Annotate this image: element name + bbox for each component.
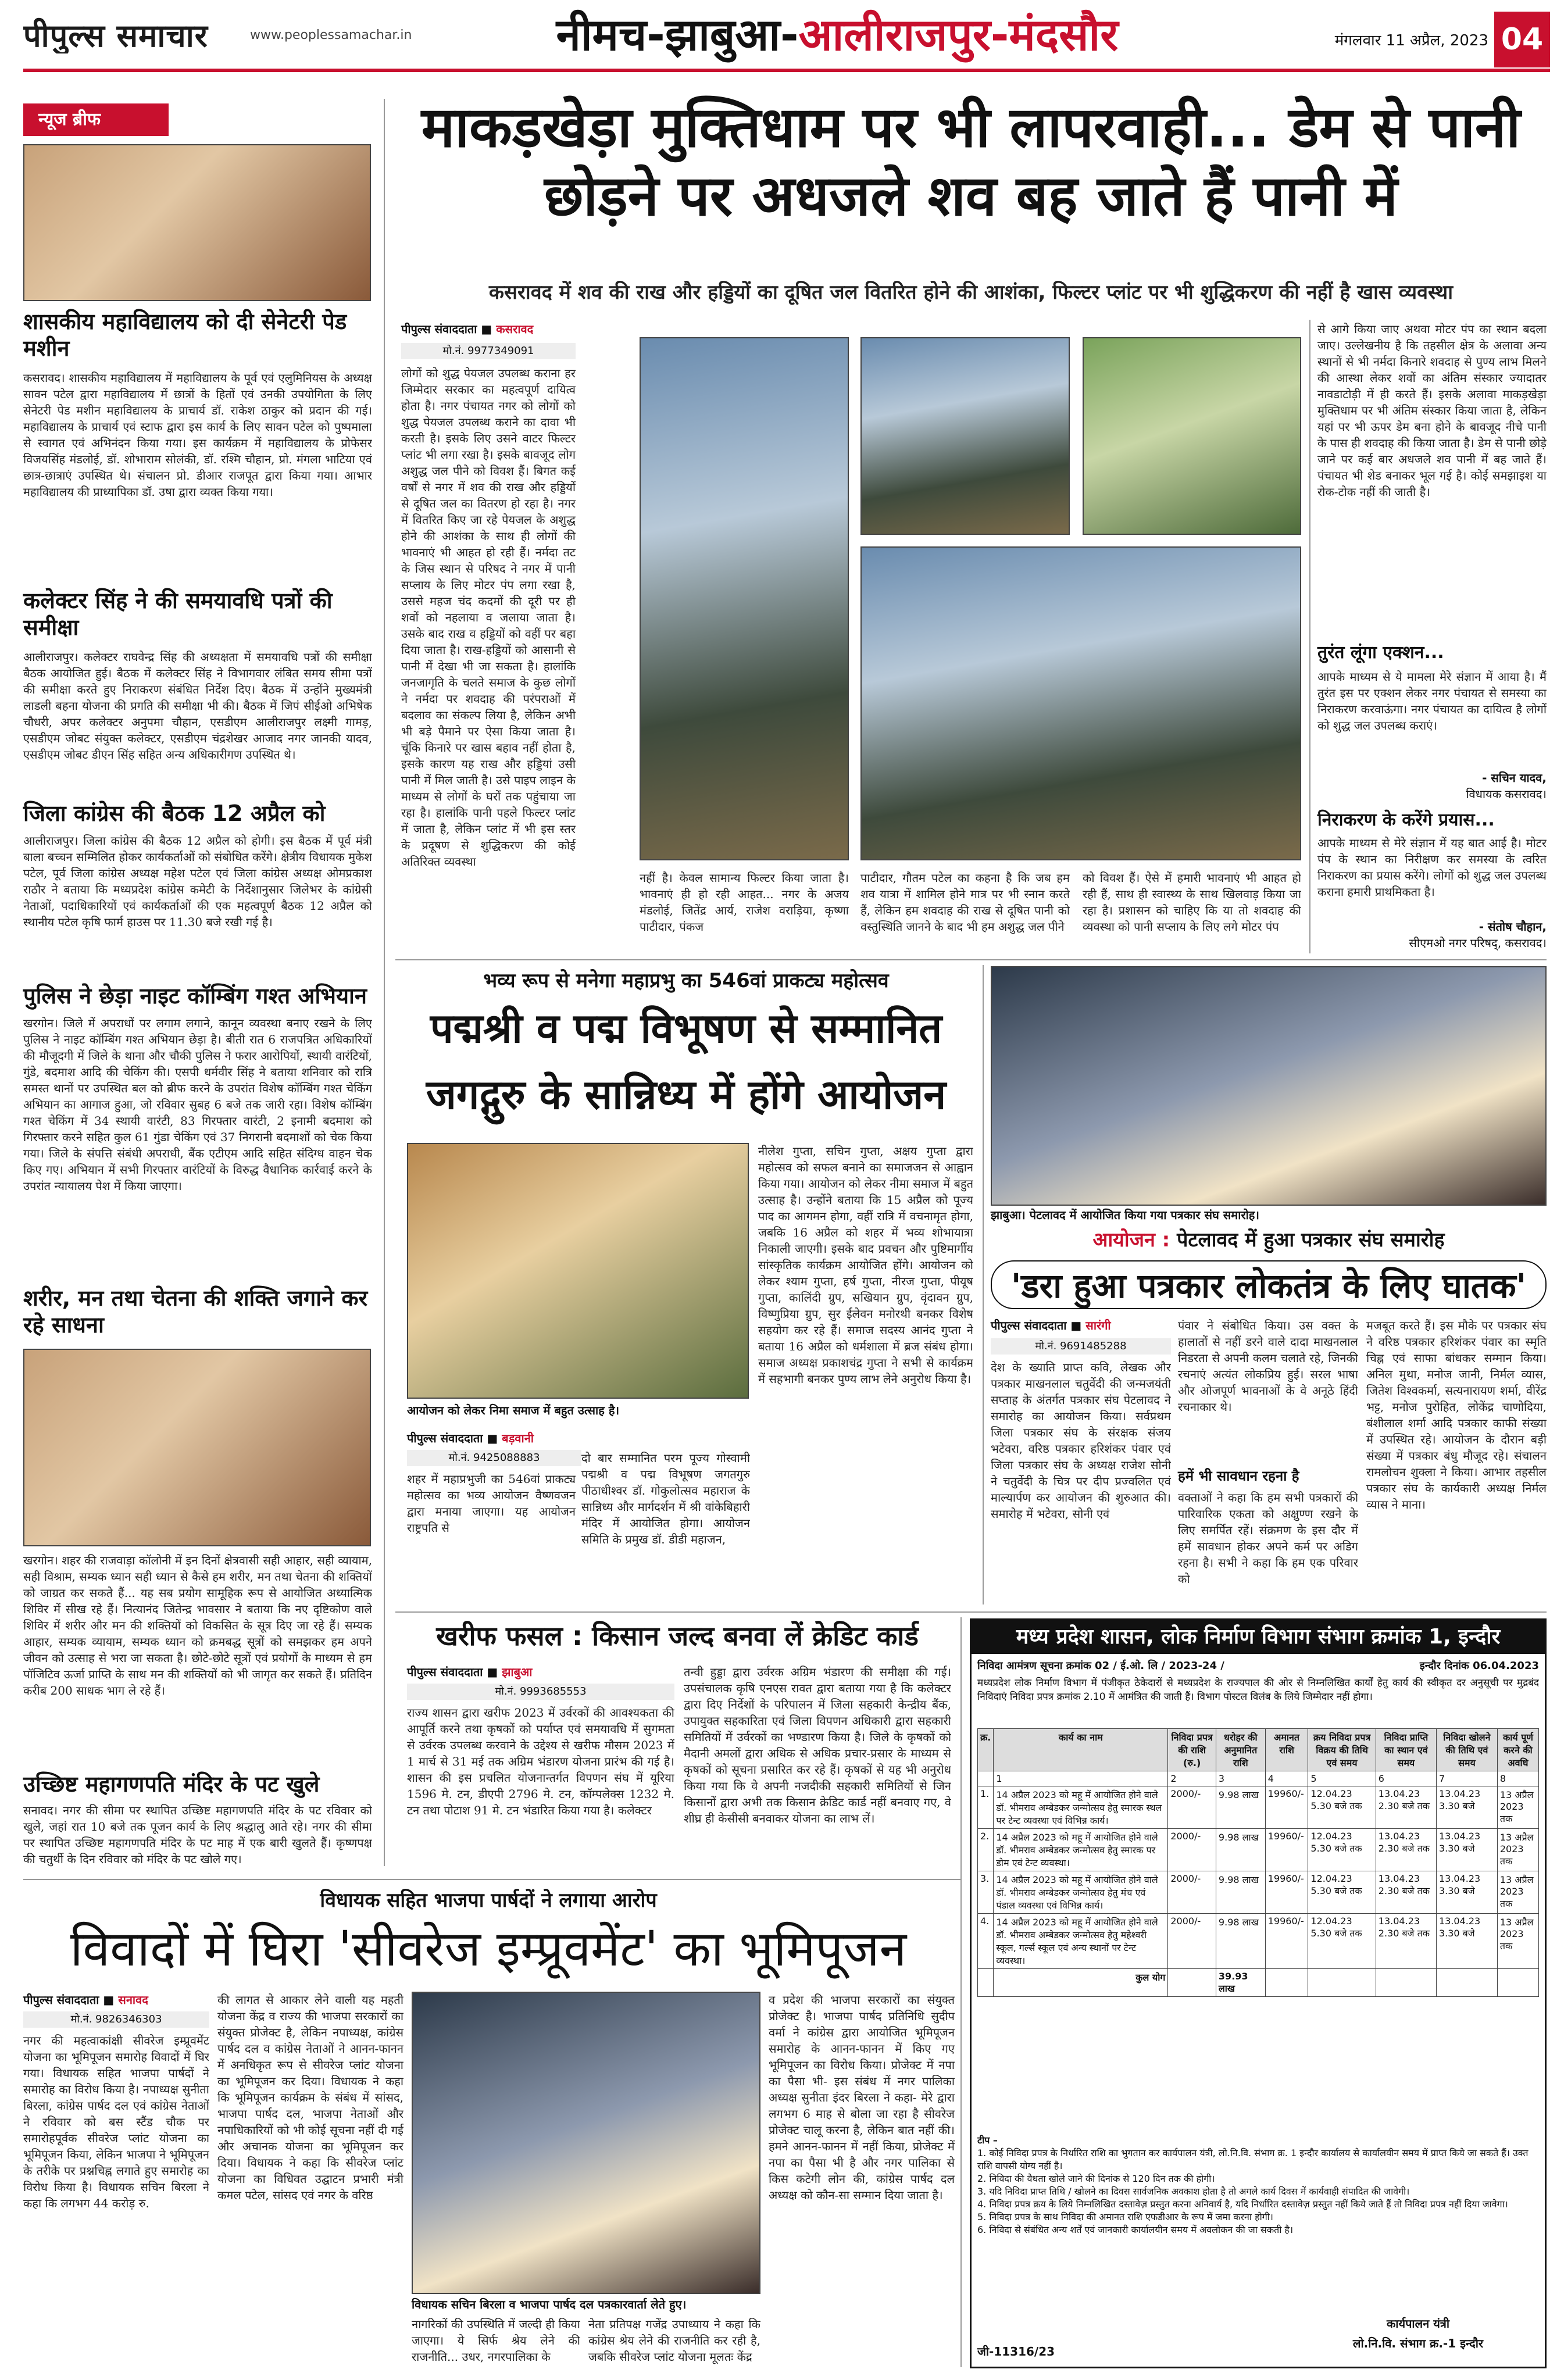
jagadguru-headline: पद्मश्री व पद्म विभूषण से सम्मानित जगद्गुरु के सान्निध्य में होंगे आयोजन [426,1005,947,1118]
brief-1-headline: शासकीय महाविद्यालय को दी सेनेटरी पेड मशीन [23,309,347,361]
title-black: नीमच-झाबुआ- [556,9,799,60]
tender-notice-no: निविदा आमंत्रण सूचना क्रमांक 02 / ई.ओ. लि / 2023-24 / [977,1660,1224,1672]
brief-2-text: आलीराजपुर। कलेक्टर राघवेन्द्र सिंह की अध्यक्षता में समयावधि पत्रों की समीक्षा बैठक आयोजित हुई। बैठक में कलेक्टर सिंह ने विभागवार लंबित समय सीमा पत्रों की समीक्षा करते हुए निराकरण संबंधित निर्देश दिए। बैठक में उन्होंने मुख्यमंत्री लाडली बहना योजना की प्रगति की समीक्षा भी की। बैठक में जिपं सीईओ अभिषेक चौधरी, अपर कलेक्टर अनुपमा चौहान, एसडीएम आलीराजपुर लक्ष्मी गामड़, एसडीएम जोबट संयुक्त कलेक्टर, एसडीएम चंद्रशेखर आजाद नगर जानकी यादव, एसडीएम जोबट डीएन सिंह सहित अन्य अधिकारीगण उपस्थित थे। [23,650,372,762]
lead-col-4: को विवश हैं। ऐसे में हमारी भावनाएं भी आहत हो रही हैं, साथ ही स्वास्थ्य के साथ खिलवाड़ किया जा रहा है। प्रशासन को चाहिए कि या तो शवदाह की व्यवस्था को पानी सप्लाय के लिए लगे मोटर पंप [1083,871,1301,934]
tender-header-row [978,1729,1539,1771]
th-work: कार्य का नाम [994,1729,1168,1771]
jagadguru-photo-caption: आयोजन को लेकर निमा समाज में बहुत उत्साह है। [407,1402,749,1418]
sewerage-col-3: नागरिकों की उपस्थिति में जल्दी ही किया जाएगा। ये सिर्फ श्रेय लेने की राजनीति... उधर, नगरपालिका के [412,2317,580,2364]
patrakar-photo [991,966,1547,1206]
sewerage-mobile: मो.नं. 9826346303 [23,2011,209,2028]
th-receive: निविदा प्राप्ति का स्थान एवं समय [1376,1729,1436,1771]
sewerage-photo [412,1992,760,2294]
patrakar-col-3: मजबूत करते हैं। इस मौके पर पत्रकार संघ ने वरिष्ठ पत्रकार हरिशंकर पंवार का स्मृति चिह्न एवं साफा बांधकर सम्मान किया। अनिल मुथा, मनोज जानी, निर्मल व्यास, जितेश विश्वकर्मा, सत्यनारायण शर्मा, वीरेंद्र भट्ट, मनोज पुरोहित, लोकेंद्र चाणोदिया, बंशीलाल शर्मा आदि पत्रकार काफी संख्या में उपस्थित रहे। आयोजन के दौरान बड़ी संख्या में पत्रकार बंधु मौजूद रहे। संचालन रामलोचन शुक्ला ने किया। आभार तहसील पत्रकार संघ के कार्यकारी अध्यक्ष निर्मल व्यास ने माना। [1366,1318,1547,1511]
patrakar-byline: पीपुल्स संवाददाता ■ सारंगी [991,1318,1111,1332]
lead-quote-2-by: - संतोष चौहान, [1479,920,1547,934]
news-brief-tag: न्यूज ब्रीफ [23,103,169,136]
sewerage-col-2: की लागत से आकार लेने वाली यह महती योजना केंद्र व राज्य की भाजपा सरकारों का संयुक्त प्रोजेक्ट है, लेकिन नपाध्यक्ष, कांग्रेस पार्षद दल व कांग्रेस नेताओं ने आनन-फानन में अनधिकृत रूप से सीवरेज प्लांट योजना का भूमिपूजन कर दिया। विधायक ने कहा कि भूमिपूजन कार्यक्रम के संबंध में सांसद, भाजपा पार्षद दल, भाजपा नेताओं और नपाधिकारियों को भी कोई सूचना नहीं दी गई और अचानक योजना का भूमिपूजन कर दिया। विधायक ने कहा कि सीवरेज प्लांट योजना का विधिवत उद्घाटन प्रभारी मंत्री कमल पटेल, सांसद एवं नगर के वरिष्ठ [217,1993,403,2202]
patrakar-mobile: मो.नं. 9691485288 [991,1338,1171,1355]
th-sn: क्र. [978,1729,994,1771]
jagadguru-col-1: शहर में महाप्रभुजी का 546वां प्राकट्य महोत्सव का भव्य आयोजन वैष्णवजन द्वारा मनाया जाएगा। यह आयोजन राष्ट्रपति से [407,1472,576,1535]
lead-quote-2: आपके माध्यम से मेरे संज्ञान में यह बात आई है। मोटर पंप के स्थान का निरीक्षण कर समस्या के त्वरित निराकरण का प्रयास करेंगे। लोगों को शुद्ध जल उपलब्ध कराना हमारी प्राथमिकता है। [1317,836,1547,899]
lead-photo-dam-bank [860,337,1070,535]
brief-6-headline: उच्छिष्ट महागणपति मंदिर के पट खुले [23,1771,320,1797]
brief-photo-yoga [23,1349,371,1546]
lead-col-3: पाटीदार, गौतम पटेल का कहना है कि जब हम शव यात्रा में शामिल होने मात्र पर भी स्नान करते हैं, लेकिन हम शवदाह की राख से दूषित पानी को वस्तुस्थिति जानने के बाद भी हम अशुद्ध जल पीने [860,871,1070,934]
lead-mobile: मो.नं. 9977349091 [401,343,576,359]
patrakar-photo-caption: झाबुआ। पेटलावद में आयोजित किया गया पत्रकार संघ समारोह। [991,1207,1547,1223]
lead-photo-pump-tower [640,337,849,860]
table-row: 1. 14 अप्रैल 2023 को महू में आयोजित होने वाले डॉ. भीमराव अम्बेडकर जन्मोत्सव हेतु स्मारक स्थल पर टेन्ट व्यवस्था एवं विभिन्न कार्य। 2000/- 9.98 लाख 19960/- 12.04.23 5.30 बजे तक 13.04.23 2.30 बजे तक 13.04.23 3.30 बजे 13 अप्रैल 2023 तक [978,1786,1539,1829]
kharif-byline: पीपुल्स संवाददाता ■ झाबुआ [407,1665,533,1679]
brief-4-text: खरगोन। जिले में अपराधों पर लगाम लगाने, कानून व्यवस्था बनाए रखने के लिए पुलिस ने नाइट कॉम्बिंग गश्त अभियान छेड़ा है। बीती रात 6 राजपत्रित अधिकारियों की मौजूदगी में जिले के थाना और चौकी पुलिस ने फरार आरोपियों, स्थायी वारंटियों, गुंडे, बदमाश आदि की चेकिंग की। एसपी धर्मवीर सिंह ने बताया शनिवार को रात्रि समस्त थानों पर उपस्थित बल को ब्रीफ करने के उपरांत विशेष कॉम्बिंग गश्त चेकिंग अभियान का आगाज हुआ, जो रविवार सुबह 6 बजे तक जारी रहा। विशेष कॉम्बिंग गश्त चेकिंग में 34 स्थायी वारंटी, 83 गिरफ्तार वारंटी, 2 इनामी बदमाश को गिरफ्तार करने सहित कुल 61 गुंडा चेकिंग एवं 37 निगरानी बदमाशों को चेक किया गया। जिले के संपत्ति संबंधी अपराधी, बैंक एटीएम आदि सहित संदिग्ध वाहन चेक किए गए। अभियान में सभी गिरफ्तार वारंटियों के विरुद्ध वैधानिक कार्रवाई करने के उपरांत न्यायालय पेश में किया जाएगा। [23,1016,372,1193]
brief-4-headline: पुलिस ने छेड़ा नाइट कॉम्बिंग गश्त अभियान [23,983,367,1009]
issue-date: मंगलवार 11 अप्रैल, 2023 [1334,32,1488,49]
kharif-headline: खरीफ फसल : किसान जल्द बनवा लें क्रेडिट कार्ड [436,1620,919,1652]
sewerage-kicker: विधायक सहित भाजपा पार्षदों ने लगाया आरोप [320,1889,657,1912]
tender-sign-office: लो.नि.वि. संभाग क्र.-1 इन्दौर [1352,2336,1484,2350]
lead-quote-2-role: सीएमओ नगर परिषद्, कसरावद। [1409,936,1547,950]
masthead-url[interactable]: www.peoplessamachar.in [250,28,412,42]
th-fee: निविदा प्रपत्र की राशि (रु.) [1168,1729,1216,1771]
sewerage-location: सनावद [118,1993,148,2007]
th-amount: धरोहर की अनुमानित राशि [1216,1729,1265,1771]
th-earnest: अमानत राशि [1265,1729,1308,1771]
table-row: 2. 14 अप्रैल 2023 को महू में आयोजित होने वाले डॉ. भीमराव अम्बेडकर जन्मोत्सव हेतु स्मारक पर डोम एवं टेन्ट व्यवस्था। 2000/- 9.98 लाख 19960/- 12.04.23 5.30 बजे तक 13.04.23 2.30 बजे तक 13.04.23 3.30 बजे 13 अप्रैल 2023 तक [978,1829,1539,1871]
brief-1-text: कसरावद। शासकीय महाविद्यालय में महाविद्यालय के पूर्व एवं एलुमिनियस के अध्यक्ष सावन पटेल द्वारा महाविद्यालय में छात्रों के हितों एवं उनकी उपयोगिता के लिए सेनेटरी पेड मशीन महाविद्यालय के प्राचार्य डॉ. राकेश ठाकुर को प्रदान की गई। महाविद्यालय के प्राचार्य एवं स्टाफ द्वारा इस कार्य के लिए सावन पटेल को पुष्पमाला से स्वागत एवं अभिनंदन किया गया। इस कार्यक्रम में महाविद्यालय के प्रोफेसर विजयसिंह मंडलोई, डॉ. शोभाराम सोलंकी, डॉ. रश्मि चौहान, प्रो. मंगला भाटिया एवं छात्र-छात्राएं उपस्थित थे। संचालन प्रो. डीआर राजपूत द्वारा किया गया। आभार महाविद्यालय की प्राध्यापिका डॉ. उषा द्वारा व्यक्त किया गया। [23,371,372,499]
brief-5-text: खरगोन। शहर की राजवाड़ा कॉलोनी में इन दिनों क्षेत्रवासी सही आहार, सही व्यायाम, सही विश्राम, सम्यक ध्यान सही ध्यान से कैसे हम शरीर, मन तथा चेतना की शक्तियों को जाग्रत कर सकते हैं... यह सब प्रयोग सामूहिक रूप से आयोजित अध्यात्मिक शिविर में सीख रहे हैं। नित्यानंद जितेन्द्र भावसार ने बताया कि नए दृष्टिकोण वाले शिविर में शरीर और मन की शक्तियों को विकसित के सूत्र दिए जा रहे हैं। सम्यक आहार, सम्यक व्यायाम, सम्यक ध्यान को क्रमबद्ध सूत्रों को समझकर हम अपने जीवन को उत्साह से भरा जा सकता है। छोटे-छोटे सूत्रों एवं प्रयोगों के माध्यम से हम पॉजिटिव ऊर्जा प्राप्ति के साथ मन की शक्तियों को भी जागृत कर सकते हैं। प्रतिदिन करीब 200 साधक भाग ले रहे हैं। [23,1553,372,1698]
jagadguru-photo [407,1143,749,1399]
tender-notes: टीप – 1. कोई निविदा प्रपत्र के निर्धारित राशि का भुगतान कर कार्यपालन यंत्री, लो.नि.वि. संभाग क्र. 1 इन्दौर कार्यालय से कार्यालयीन समय में प्राप्त किये जा सकते हैं। उक्त राशि वापसी योग्य नहीं है। 2. निविदा की वैधता खोले जाने की दिनांक से 120 दिन तक की होगी। 3. यदि निविदा प्राप्त तिथि / खोलने का दिवस सार्वजनिक अवकाश होता है तो अगले कार्य दिवस में कार्यवाही संपादित की जावेगी। 4. निविदा प्रपत्र क्रय के लिये निम्नलिखित दस्तावेज़ प्रस्तुत करना अनिवार्य है, यदि निर्धारित दस्तावेज़ प्रस्तुत नहीं किये जाते हैं तो निविदा प्रपत्र नहीं दिया जावेगा। 5. निविदा प्रपत्र के साथ निविदा की अमानत राशि एफडीआर के रूप में जमा करना होगी। 6. निविदा से संबंधित अन्य शर्तें एवं जानकारी कार्यालयीन समय में अवलोकन की जा सकती है। [977,2135,1529,2235]
patrakar-col-2: पंवार ने संबोधित किया। उस वक्त के हालातों से नहीं डरने वाले दादा माखनलाल निडरता से अपनी कलम चलाते रहे, जिनकी रचनाएं अत्यंत लोकप्रिय हुई। सरल भाषा और ओजपूर्ण भावनाओं के वे अनूठे हिंदी रचनाकार थे। [1178,1318,1358,1414]
lead-col-5: से आगे किया जाए अथवा मोटर पंप का स्थान बदला जाए। उल्लेखनीय है कि तहसील क्षेत्र के अलावा अन्य स्थानों से भी नर्मदा किनारे शवदाह से पुण्य लाभ मिलने की आस्था लेकर शवों का अंतिम संस्कार ज्यादातर नावडाटोड़ी में ही करते हैं। इसके अलावा माकड़खेड़ा मुक्तिधाम पर भी अंतिम संस्कार किया जाता है, लेकिन यहां पर भी ऊपर डेम बना होने के बावजूद नीचे पानी के पास ही शवदाह की किया जाता है। डेम से पानी छोड़े जाने पर कई बार अधजले शव पानी में बह जाते हैं। पंचायत भी शेड बनाकर भूल गई है। कोई समझाइश या रोक-टोक नहीं की जाती है। [1317,322,1547,499]
lead-photo-ash-water [860,546,1301,860]
page-number: 04 [1494,12,1550,67]
column-divider [1309,320,1310,953]
lead-deck: कसरावद में शव की राख और हड्डियों का दूषित जल वितरित होने की आशंका, फिल्टर प्लांट पर भी शुद्धिकरण की नहीं है खास व्यवस्था [488,281,1454,304]
tender-table [977,1728,1539,1997]
tender-ref: जी-11316/23 [977,2345,1055,2358]
patrakar-location: सारंगी [1085,1318,1111,1332]
jagadguru-kicker: भव्य रूप से मनेगा महाप्रभु का 546वां प्राकट्य महोत्सव [483,969,889,992]
lead-location: कसरावद [496,322,534,336]
tender-table-wrap [977,1728,1539,2129]
masthead-logo: पीपुल्स समाचार [23,17,208,53]
patrakar-col-2b: वक्ताओं ने कहा कि हम सभी पत्रकारों की पारिवारिक एकता को अक्षुण्ण रखने के लिए समर्पित रहें। संक्रमण के इस दौर में हमें सावधान होकर अपने कर्म पर अडिग रहना है। सभी ने कहा कि हम एक परिवार को [1178,1491,1358,1586]
lead-photo-riverside [1083,337,1301,535]
lead-subhead-2: निराकरण के करेंगे प्रयास... [1317,810,1495,830]
patrakar-col-1: देश के ख्याति प्राप्त कवि, लेखक और पत्रकार माखनलाल चतुर्वेदी की जन्मजयंती सप्ताह के अंतर्गत पत्रकार संघ पेटलावद ने समारोह का आयोजन किया। सर्वप्रथम जिला पत्रकार संघ के संरक्षक संजय भटेवरा, वरिष्ठ पत्रकार हरिशंकर पंवार एवं जिला पत्रकार संघ के अध्यक्ष राजेश सोनी ने चतुर्वेदी के चित्र पर दीप प्रज्वलित एवं माल्यार्पण कर आयोजन की शुरुआत की। समारोह में भटेवरा, सोनी एवं [991,1360,1171,1521]
th-period: कार्य पूर्ण करने की अवधि [1497,1729,1538,1771]
sewerage-photo-caption: विधायक सचिन बिरला व भाजपा पार्षद दल पत्रकारवार्ता लेते हुए। [412,2296,760,2313]
sewerage-byline: पीपुल्स संवाददाता ■ सनावद [23,1993,148,2007]
lead-quote-1-role: विधायक कसरावद। [1466,787,1547,801]
section-divider [23,1879,960,1880]
patrakar-kicker [991,1225,1547,1255]
tender-num-row: 1 2 3 4 5 6 7 8 [978,1771,1539,1786]
sewerage-col-5: व प्रदेश की भाजपा सरकारों का संयुक्त प्रोजेक्ट है। भाजपा पार्षद प्रतिनिधि सुदीप वर्मा ने कांग्रेस द्वारा आयोजित भूमिपूजन समारोह के आनन-फानन में किए गए भूमिपूजन का विरोध किया। प्रोजेक्ट में नपा का पैसा भी- इस संबंध में नगर पालिका अध्यक्ष सुनीता इंदर बिरला ने कहा- मेरे द्वारा लगभग 6 माह से बोला जा रहा है सीवरेज प्रोजेक्ट चालू करना है, लेकिन बात नहीं की। हमने आनन-फानन में नहीं किया, प्रोजेक्ट में नपा का पैसा भी है और नगर पालिका से किस कटेगी लोन की, कांग्रेस पार्षद दल अध्यक्ष को कौन-सा सम्मान दिया जाता है। [769,1993,955,2202]
table-row: 4. 14 अप्रैल 2023 को महू में आयोजित होने वाले डॉ. भीमराव अम्बेडकर जन्मोत्सव हेतु महेश्वरी स्कूल, गर्ल्स स्कूल एवं अन्य स्थानों पर टेन्ट व्यवस्था। 2000/- 9.98 लाख 19960/- 12.04.23 5.30 बजे तक 13.04.23 2.30 बजे तक 13.04.23 3.30 बजे 13 अप्रैल 2023 तक [978,1914,1539,1969]
kharif-col-1: राज्य शासन द्वारा खरीफ 2023 में उर्वरकों की आवश्यकता की आपूर्ति करने तथा कृषकों को पर्याप्त एवं समयावधि में सुगमता से उर्वरक उपलब्ध करवाने के उद्देश्य से खरीफ मौसम 2023 में 1 मार्च से 31 मई तक अग्रिम भंडारण योजना प्रारंभ की गई है। शासन की इस प्रचलित योजनान्तर्गत विपणन संघ में यूरिया 1596 मे. टन, डीएपी 2796 मे. टन, कॉम्पलेक्स 1232 मे. टन तथा पोटाश 91 मे. टन भंडारित किया गया है। कलेक्टर [407,1706,674,1817]
kharif-location: झाबुआ [502,1665,533,1679]
column-divider [983,965,984,1604]
lead-quote-1: आपके माध्यम से ये मामला मेरे संज्ञान में आया है। मैं तुरंत इस पर एक्शन लेकर नगर पंचायत से समस्या का निराकरण करवाऊंगा। नगर पंचायत का दायित्व है लोगों को शुद्ध जल उपलब्ध कराएं। [1317,670,1547,732]
lead-subhead-1: तुरंत लूंगा एक्शन... [1317,642,1444,663]
brief-photo-college [23,144,371,301]
title-red: आलीराजपुर-मंदसौर [798,9,1119,60]
brief-6-text: सनावद। नगर की सीमा पर स्थापित उच्छिष्ट महागणपति मंदिर के पट रविवार को खुले, जहां रात 10 बजे तक पूजन कार्य के लिए श्रद्धालु आते रहे। नगर की सीमा पर स्थापित उच्छिष्ट महागणपति मंदिर के पट माह में एक बारी खुलते हैं। कृष्णपक्ष की चतुर्थी के दिन रविवार को मंदिर के पट खोले गए। [23,1803,372,1866]
brief-2-headline: कलेक्टर सिंह ने की समयावधि पत्रों की समीक्षा [23,588,333,640]
lead-quote-1-by: - सचिन यादव, [1482,771,1547,785]
lead-byline: पीपुल्स संवाददाता ■ कसरावद [401,322,534,336]
page-section-title [512,7,1163,63]
jagadguru-byline: पीपुल्स संवाददाता ■ बड़वानी [407,1431,534,1445]
patrakar-kicker-text: पेटलावद में हुआ पत्रकार संघ समारोह [1177,1228,1445,1252]
tender-notice [970,1618,1547,2368]
sewerage-headline: विवादों में घिरा 'सीवरेज इम्प्रूवमेंट' का भूमिपूजन [70,1920,907,1977]
lead-headline: माकड़खेड़ा मुक्तिधाम पर भी लापरवाही... डेम से पानी छोड़ने पर अधजले शव बह जाते हैं पानी में [421,95,1521,228]
tender-intro: मध्यप्रदेश लोक निर्माण विभाग में पंजीकृत ठेकेदारों से मध्यप्रदेश के राज्यपाल की ओर से निम्नलिखित कार्यों हेतु कार्य की स्वीकृत दर अनुसूची पर मुद्रबंद निविदाएं निविदा प्रपत्र क्रमांक 2.10 में आमंत्रित की जाती हैं। विभाग पोस्टल विलंब के लिये जिम्मेदार नहीं होगा। [977,1677,1539,1703]
patrakar-headline: 'डरा हुआ पत्रकार लोकतंत्र के लिए घातक' [991,1260,1547,1309]
sewerage-col-4: नेता प्रतिपक्ष गजेंद्र उपाध्याय ने कहा कि कांग्रेस श्रेय लेने की राजनीति कर रही है, जबकि सीवरेज प्लांट योजना मूलतः केंद्र [588,2317,760,2364]
th-open: निविदा खोलने की तिथि एवं समय [1436,1729,1497,1771]
brief-3-text: आलीराजपुर। जिला कांग्रेस की बैठक 12 अप्रैल को होगी। इस बैठक में पूर्व मंत्री बाला बच्चन सम्मिलित होकर कार्यकर्ताओं को संबोधित करेंगे। क्षेत्रीय विधायक मुकेश पटेल, पूर्व जिला कांग्रेस अध्यक्ष महेश पटेल एवं जिला कांग्रेस अध्यक्ष ओमप्रकाश राठौर ने बताया कि मध्यप्रदेश कांग्रेस कमेटी के निर्देशानुसार जिलेभर के कांग्रेसी नेताओं, पदाधिकारियों एवं कार्यकर्ताओं की एक महत्वपूर्ण बैठक 12 अप्रैल को स्थानीय पटेल कृषि फार्म हाउस पर 11.30 बजे रखी गई है। [23,834,372,929]
column-divider [384,99,385,1866]
kharif-col-2: तन्वी हुड्डा द्वारा उर्वरक अग्रिम भंडारण की समीक्षा की गई। उपसंचालक कृषि एनएस रावत द्वारा बताया गया है कि कलेक्टर द्वारा दिए निर्देशों के परिपालन में जिला सहकारी केन्द्रीय बैंक, उपायुक्त सहकारिता एवं जिला विपणन अधिकारी द्वारा सहकारी समितियों में उर्वरकों का भण्डारण किया है। जिले के कृषकों को मैदानी अमलों द्वारा अधिक से अधिक प्रचार-प्रसार के माध्यम से कृषकों को सूचना प्रसारित कर रहे हैं। कृषकों से यह भी अनुरोध किया गया कि वे अपनी नजदीकी सहकारी समितियों से जिन किसानों द्वारा अभी तक किसान क्रेडिट कार्ड नहीं बनवाए गए, वे शीघ्र ही केसीसी बनवाकर योजना का लाभ लें। [684,1665,951,1825]
brief-3-headline: जिला कांग्रेस की बैठक 12 अप्रैल को [23,801,326,826]
th-sale: क्रय निविदा प्रपत्र विक्रय की तिथि एवं समय [1308,1729,1376,1771]
tender-title: मध्य प्रदेश शासन, लोक निर्माण विभाग संभाग क्रमांक 1, इन्दौर [972,1620,1545,1654]
jagadguru-col-2: दो बार सम्मानित परम पूज्य गोस्वामी पद्मश्री व पद्म विभूषण जगतगुरु पीठाधीश्वर डॉ. गोकुलोत्सव महाराज के सान्निध्य और मार्गदर्शन में श्री वांकेबिहारी मंदिर में आयोजित होगा। आयोजन समिति के प्रमुख डॉ. डीडी महाजन, [581,1451,750,1546]
tender-total-row: कुल योग 39.93 लाख [978,1969,1539,1997]
header-rule [23,69,1550,72]
tender-notice-date: इन्दौर दिनांक 06.04.2023 [1419,1660,1539,1672]
patrakar-col-2-subhead: हमें भी सावधान रहना है [1178,1468,1299,1484]
kharif-mobile: मो.नं. 9993685553 [407,1684,674,1700]
table-row: 3. 14 अप्रैल 2023 को महू में आयोजित होने वाले डॉ. भीमराव अम्बेडकर जन्मोत्सव हेतु मंच एवं पंडाल व्यवस्था एवं विभिन्न कार्य। 2000/- 9.98 लाख 19960/- 12.04.23 5.30 बजे तक 13.04.23 2.30 बजे तक 13.04.23 3.30 बजे 13 अप्रैल 2023 तक [978,1871,1539,1914]
sewerage-col-1: नगर की महत्वाकांक्षी सीवरेज इम्प्रूवमेंट योजना का भूमिपूजन समारोह विवादों में घिर गया। विधायक सहित भाजपा पार्षदों ने समारोह का विरोध किया है। नपाध्यक्ष सुनीता बिरला, कांग्रेस पार्षद दल एवं कांग्रेस नेताओं ने रविवार को बस स्टैंड चौक पर समारोहपूर्वक सीवरेज प्लांट योजना का भूमिपूजन किया, लेकिन भाजपा ने भूमिपूजन के तरीके पर प्रश्नचिह्न लगाते हुए समारोह का विरोध किया है। विधायक सचिन बिरला ने कहा कि लगभग 44 करोड़ रु. [23,2034,209,2210]
jagadguru-col-3: नीलेश गुप्ता, सचिन गुप्ता, अक्षय गुप्ता द्वारा महोत्सव को सफल बनाने का समाजजन से आह्वान किया गया। आयोजन को लेकर नीमा समाज में बहुत उत्साह है। उन्होंने बताया कि 15 अप्रैल को पूज्य पाद का आगमन होगा, वहीं रात्रि में वचनामृत होगा, जबकि 16 अप्रैल को शहर में भव्य शोभायात्रा निकाली जाएगी। इसके बाद प्रवचन और पुष्टिमार्गीय सांस्कृतिक कार्यक्रम आयोजित होंगे। आयोजन को लेकर श्याम गुप्ता, हर्ष गुप्ता, नीरज गुप्ता, पीयूष गुप्ता, कालिंदी ग्रुप, सखियान ग्रुप, वृंदावन ग्रुप, विष्णुप्रिया ग्रुप, सुर ईलेवन मनोरथी बनकर विशेष सहयोग कर रहे हैं। समाज सदस्य आनंद गुप्ता ने बताया 16 अप्रैल को धर्मशाला में ब्रज संबंध होगा। समाज अध्यक्ष प्रकाशचंद्र गुप्ता ने सभी से कार्यक्रम में सहभागी बनकर पुण्य लाभ लेने अनुरोध किया है। [758,1144,973,1386]
jagadguru-mobile: मो.नं. 9425088883 [407,1450,581,1466]
jagadguru-location: बड़वानी [502,1431,534,1445]
lead-col-1: लोगों को शुद्ध पेयजल उपलब्ध कराना हर जिम्मेदार सरकार का महत्वपूर्ण दायित्व होता है। नगर पंचायत नगर को लोगों को शुद्ध पेयजल उपलब्ध कराने का दावा भी करती है। इसके लिए उसने वाटर फिल्टर प्लांट भी लगा रखा है। इसके बावजूद लोग अशुद्ध जल पीने को विवश हैं। बिगत कई वर्षों से नगर में शव की राख और हड्डियों से दूषित जल का वितरण हो रहा है। नगर में वितरित किए जा रहे पेयजल के अशुद्ध होने की आशंका के साथ ही लोगों की भावनाएं भी आहत हो रही हैं। नर्मदा तट के जिस स्थान से परिषद ने नगर में पानी सप्लाय के लिए मोटर पंप लगा रखा है, उससे महज चंद कदमों की दूरी पर ही शवों को नहलाया व जलाया जाता है। उसके बाद राख व हड्डियों को वहीं पर बहा दिया जाता है। राख-हड्डियों को आसानी से पानी में देखा भी जा सकता है। हालांकि जनजागृति के चलते समाज के कुछ लोगों ने नर्मदा पर शवदाह की परंपराओं में बदलाव का संकल्प लिया है, लेकिन अभी भी बड़े पैमाने पर ऐसा किया जाता है। चूंकि किनारे पर खास बहाव नहीं होता है, इसके कारण यह राख और हड्डियां उसी पानी में मिल जाती है। उसे पाइप लाइन के माध्यम से लोगों के घरों तक पहुंचाया जा रहा है। हालांकि पानी पहले फिल्टर प्लांट में जाता है, लेकिन प्लांट में भी इस स्तर के प्रदूषण से शुद्धिकरण की कोई अतिरिक्त व्यवस्था [401,366,576,869]
section-divider [395,1611,1547,1613]
brief-5-headline: शरीर, मन तथा चेतना की शक्ति जगाने कर रहे साधना [23,1285,368,1338]
tender-sign-title: कार्यपालन यंत्री [1386,2317,1450,2331]
lead-col-2: नहीं है। केवल सामान्य फिल्टर किया जाता है। भावनाएं ही हो रही आहत... नगर के अजय मंडलोई, जितेंद्र आर्य, राजेश वराड़िया, कृष्णा पाटीदार, पंकज [640,871,849,934]
column-divider [960,1617,962,2367]
section-divider [395,959,1547,960]
patrakar-kicker-label: आयोजन : [1092,1228,1170,1252]
